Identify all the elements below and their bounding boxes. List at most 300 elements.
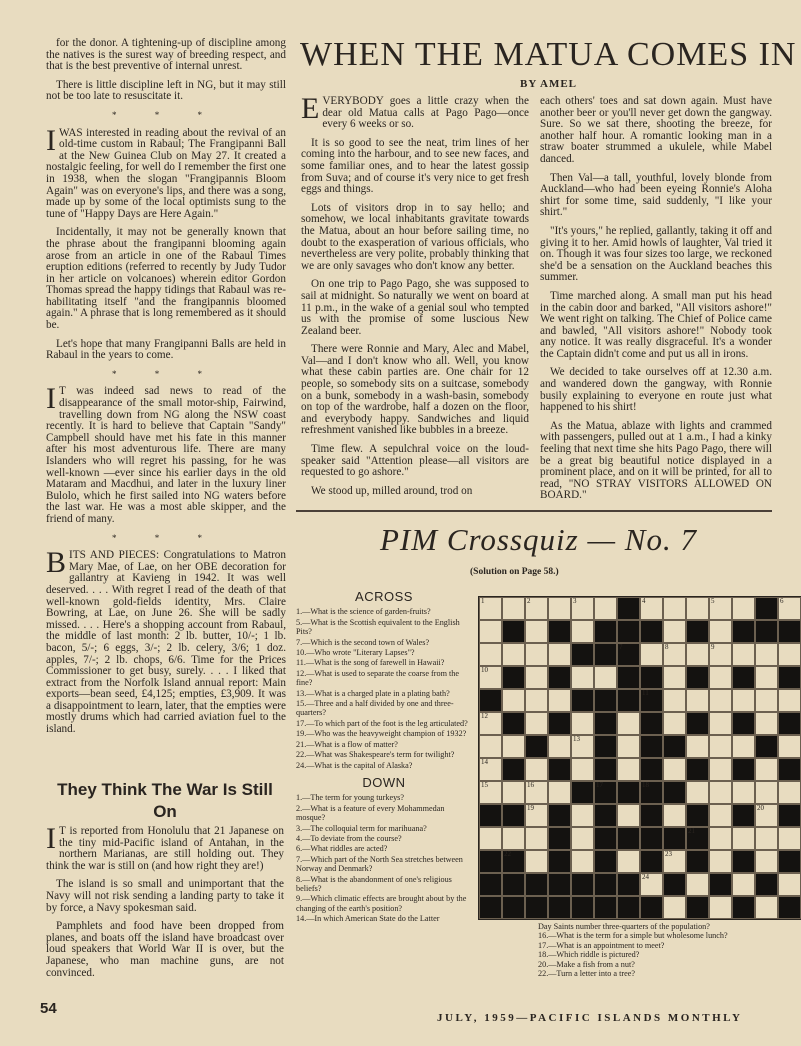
grid-block: [686, 620, 709, 643]
clue-number: 18: [642, 781, 649, 789]
grid-square: [571, 804, 594, 827]
paragraph: VERYBODY goes a little crazy when the dear old Matua calls at Pago Pago—once every 6 weeks or so.: [322, 95, 529, 131]
clue-number: 8: [665, 643, 669, 651]
grid-block: [732, 850, 755, 873]
grid-square: [732, 643, 755, 666]
grid-square: [732, 597, 755, 620]
clue-number: 6: [780, 597, 784, 605]
clue: 6.—What riddles are acted?: [296, 844, 388, 854]
grid-square: [479, 781, 502, 804]
grid-square: [755, 804, 778, 827]
clue: 15.—Three and a half divided by one and three-quarters?: [296, 699, 454, 718]
grid-block: [640, 850, 663, 873]
grid-square: [571, 712, 594, 735]
grid-square: [778, 597, 801, 620]
grid-square: [778, 781, 801, 804]
grid-square: [640, 597, 663, 620]
clue-number: 11: [642, 689, 649, 697]
grid-square: [502, 643, 525, 666]
clue-number: 1: [481, 597, 485, 605]
grid-square: [755, 827, 778, 850]
grid-square: [525, 850, 548, 873]
fairwind-section: [46, 382, 286, 525]
grid-square: [502, 597, 525, 620]
grid-square: [594, 597, 617, 620]
grid-square: [709, 758, 732, 781]
grid-square: [479, 597, 502, 620]
fairwind-text: [46, 382, 286, 525]
clue-number: 7: [619, 643, 623, 651]
grid-square: [732, 781, 755, 804]
grid-square: [778, 873, 801, 896]
grid-block: [617, 689, 640, 712]
grid-block: [479, 804, 502, 827]
drop-cap: I: [46, 382, 56, 416]
grid-square: [755, 643, 778, 666]
grid-block: [686, 896, 709, 919]
clue-number: 15: [481, 781, 488, 789]
grid-square: [479, 620, 502, 643]
clue: 7.—Which is the second town of Wales?: [296, 637, 430, 647]
paragraph: T is reported from Honolulu that 21 Japanese on the tiny mid-Pacific island of Antahan, in the northern Marianas, are still holding out. They think the war is still on (and how right they are!): [46, 825, 284, 872]
grid-square: [548, 643, 571, 666]
grid-square: [479, 827, 502, 850]
grid-block: [594, 896, 617, 919]
clue: 16.—What is the term for a simple but wholesome lunch?: [538, 931, 728, 941]
grid-block: [479, 896, 502, 919]
grid-square: [502, 689, 525, 712]
grid-block: [479, 689, 502, 712]
paragraph: Time marched along. A small man put his head in the cabin door and barked, "All visitors ashore!" We went right on talking. The Chief of Police came and bawled, "All visitors ashore!" Nobody took any notice. It was really disgraceful. It's a wonder the Captain didn't come and put us all in irons.: [540, 289, 772, 360]
grid-block: [548, 850, 571, 873]
grid-square: [709, 712, 732, 735]
clue: 17.—To which part of the foot is the leg articulated?: [296, 718, 468, 728]
grid-block: [617, 597, 640, 620]
clue-number: 5: [711, 597, 715, 605]
grid-block: [732, 620, 755, 643]
grid-square: [548, 597, 571, 620]
grid-block: [617, 827, 640, 850]
grid-block: [525, 896, 548, 919]
grid-square: [663, 620, 686, 643]
clue: Day Saints number three-quarters of the population?: [538, 922, 710, 931]
paragraph: It is so good to see the neat, trim lines of her coming into the harbour, and to see new faces, and some familiar ones, and to hear the latest gossip from Suva; and of course it's very nice to get fresh eggs and things.: [301, 136, 529, 196]
grid-square: [755, 781, 778, 804]
clue-number: 13: [573, 735, 580, 743]
grid-square: [686, 781, 709, 804]
grid-square: [755, 896, 778, 919]
clue: 22.—What was Shakespeare's term for twilight?: [296, 750, 455, 760]
grid-square: [502, 735, 525, 758]
grid-square: [709, 735, 732, 758]
clue-number: 23: [665, 850, 672, 858]
clue: 8.—What is the abandonment of one's religious beliefs?: [296, 874, 452, 893]
grid-block: [732, 804, 755, 827]
grid-square: [525, 597, 548, 620]
grid-square: [525, 666, 548, 689]
down-clue-list: [296, 793, 472, 923]
grid-block: [686, 712, 709, 735]
grid-square: [755, 689, 778, 712]
grid-square: [479, 735, 502, 758]
clue-number: 4: [642, 597, 646, 605]
matua-text-2: [540, 96, 772, 502]
matua-column-1: [301, 92, 529, 504]
grid-square: [617, 850, 640, 873]
paragraph: There is little discipline left in NG, but it may still not be too late to resuscitate it.: [46, 78, 286, 103]
grid-block: [594, 781, 617, 804]
crossquiz-clues: [296, 589, 472, 925]
paragraph: each others' toes and sat down again. Must have another beer or you'll never get down the gangway. Sure. So we sat there, shooting the breeze, for another half hour. A romantic looking man in a straw boater strummed a ukulele, while Mabel danced.: [540, 95, 772, 165]
grid-block: [548, 873, 571, 896]
grid-block: [548, 827, 571, 850]
grid-square: [755, 666, 778, 689]
grid-square: [709, 896, 732, 919]
article-byline: BY AMEL: [520, 78, 578, 90]
issue-line: JULY, 1959—PACIFIC ISLANDS MONTHLY: [437, 1012, 743, 1024]
down-clues-continued: [538, 922, 782, 978]
grid-square: [755, 850, 778, 873]
paragraph: ITS AND PIECES: Congratulations to Matron Mary Mae, of Lae, on her OBE decoration for gallantry at Kavieng in 1942. It was well deserved. . . . With regret I read of the death of that well-known gold-fields identity, Mrs. Claire Bowring, at Lae, on June 26. She will be sadly missed. . . . Here's a shopping account from Rabaul, the middle of last month: 2 lb. butter, 10/-; 1 lb. bacon, 5/-; 6 eggs, 3/-; 2 lb. celery, 3/6; 1 doz. apples, 7/-; 2 lb. chops, 6/6. Time for the Prices Commissioner to get busy, surely. . . . I liked that extract from the Norfolk Island annual report: Main exports—bean seed, £4,125; empties, £3,909. It was a disappointment to learn, later, that the empties were mostly drums which had carried aviation fuel to the island.: [46, 549, 286, 736]
grid-block: [594, 873, 617, 896]
grid-block: [502, 896, 525, 919]
grid-block: [640, 712, 663, 735]
war-story-text: [46, 822, 284, 979]
grid-block: [594, 758, 617, 781]
paragraph: As the Matua, ablaze with lights and crammed with passengers, pulled out at 1 a.m., I had a kinky feeling that next time she hits Pago Pago, there will be a great big beautiful notice displayed in a prominent place, and on it will be printed, for all to read, "NO STRAY VISITORS ALLOWED ON BOARD.": [540, 419, 772, 502]
grid-square: [709, 850, 732, 873]
grid-square: [778, 827, 801, 850]
clue-number: 2: [527, 597, 531, 605]
grid-square: [663, 643, 686, 666]
clue: 22.—Turn a letter into a tree?: [538, 969, 636, 979]
clue-number: 16: [527, 781, 534, 789]
grid-block: [686, 850, 709, 873]
grid-block: [594, 620, 617, 643]
paragraph: There were Ronnie and Mary, Alec and Mabel, Val—and I don't know who all. Well, you know what these cabin parties are. One chair for 12 people, so somebody sits on a suitcase, somebody on a bunk, somebody in a wash-basin, somebody on top of the wardrobe, half a dozen on the floor, and everybody happy. Sandwiches and liquid refreshment vanished like bubbles in a breeze.: [301, 343, 529, 437]
grid-block: [502, 712, 525, 735]
grid-block: [755, 873, 778, 896]
grid-block: [778, 712, 801, 735]
paragraph: T was indeed sad news to read of the disappearance of the small motor-ship, Fairwind, travelling down from NG along the NSW coast recently. It is hard to believe that Captain "Sandy" Campbell should have met his fate in this manner after his most adventurous life. There are many Islanders who will regret his passing, for he was well-known —ever since his earlier days in the old Mataram and Macdhui, and later in the luxury liner Bulolo, which he first sailed into NG waters before the last war. He was a most able skipper, and the friend of many.: [46, 385, 286, 525]
grid-block: [617, 666, 640, 689]
paragraph: We decided to take ourselves off at 12.30 a.m. and wandered down the gangway, with Ronnie busily explaining to everyone en route just what happened to his shirt!: [540, 366, 772, 414]
grid-square: [663, 666, 686, 689]
grid-block: [778, 758, 801, 781]
grid-square: [732, 735, 755, 758]
grid-block: [479, 850, 502, 873]
grid-square: [502, 827, 525, 850]
grid-square: [686, 689, 709, 712]
clue: 12.—What is used to separate the coarse from the fine?: [296, 668, 460, 688]
matua-text-1: [301, 92, 529, 497]
clue-number: 17: [596, 781, 603, 789]
clue: 17.—What is an appointment to meet?: [538, 940, 665, 950]
grid-block: [686, 804, 709, 827]
grid-square: [617, 735, 640, 758]
grid-square: [709, 597, 732, 620]
clue: 11.—What is the song of farewell in Hawaii?: [296, 658, 445, 668]
grid-square: [525, 781, 548, 804]
left-column: [46, 38, 286, 743]
grid-block: [617, 643, 640, 666]
paragraph: Lots of visitors drop in to say hello; and somehow, we local inhabitants gravitate towards the Matua, about an hour before sailing time, no doubt to the exasperation of various officials, who nevertheless are very polite, probably thinking that we are only savages who don't know any better.: [301, 201, 529, 272]
grid-block: [594, 689, 617, 712]
paragraph: Incidentally, it may not be generally known that the phrase about the frangipanni blooming again arose from an article in one of the Rabaul Times eruption editions (referred to recently by Judy Tudor in her article on volcanoes) wherein editor Gordon Thomas spread the happy tidings that Rabaul was re-habilitating itself "and the frangipannis bloomed again." A phrase that is long remembered as it should be.: [46, 226, 286, 332]
grid-square: [617, 712, 640, 735]
across-clue-list: [296, 607, 472, 770]
grid-block: [594, 804, 617, 827]
clue: 1.—The term for young turkeys?: [296, 793, 405, 803]
grid-block: [709, 873, 732, 896]
grid-block: [571, 896, 594, 919]
down-clue-list-continued: [538, 922, 782, 978]
grid-block: [732, 758, 755, 781]
grid-square: [525, 804, 548, 827]
grid-square: [548, 735, 571, 758]
grid-square: [479, 666, 502, 689]
drop-cap: I: [46, 123, 56, 157]
grid-block: [640, 689, 663, 712]
grid-square: [686, 643, 709, 666]
clue: 5.—What is the Scottish equivalent to the English Pits?: [296, 617, 460, 637]
grid-square: [525, 689, 548, 712]
grid-square: [732, 689, 755, 712]
grid-block: [571, 781, 594, 804]
paragraph: Let's hope that many Frangipanni Balls are held in Rabaul in the years to come.: [46, 337, 286, 362]
clue: 13.—What is a charged plate in a plating bath?: [296, 688, 450, 698]
grid-square: [548, 689, 571, 712]
grid-block: [778, 666, 801, 689]
grid-square: [571, 827, 594, 850]
grid-block: [502, 620, 525, 643]
grid-block: [755, 597, 778, 620]
across-heading: ACROSS: [355, 589, 413, 604]
grid-block: [732, 666, 755, 689]
grid-block: [502, 850, 525, 873]
matua-column-2: [540, 96, 772, 509]
grid-square: [778, 643, 801, 666]
drop-cap: E: [301, 92, 320, 125]
grid-block: [732, 712, 755, 735]
clue-number: 19: [527, 804, 534, 812]
grid-square: [709, 689, 732, 712]
clue: 3.—The colloquial term for marihuana?: [296, 823, 427, 833]
grid-square: [686, 873, 709, 896]
grid-square: [571, 620, 594, 643]
previous-article-end: [46, 38, 286, 103]
grid-block: [571, 643, 594, 666]
article-headline: WHEN THE MATUA COMES IN: [300, 36, 797, 73]
section-divider-stars: * * *: [112, 532, 220, 543]
grid-square: [548, 781, 571, 804]
grid-square: [686, 735, 709, 758]
grid-square: [778, 689, 801, 712]
grid-block: [571, 689, 594, 712]
paragraph: Pamphlets and food have been dropped from planes, and boats off the island have broadcast over loud speakers that World War II is over, but the Japanese, who man machine guns, are not convinced.: [46, 920, 284, 979]
solution-note: (Solution on Page 58.): [470, 567, 559, 577]
paragraph: "It's yours," he replied, gallantly, taking it off and giving it to her. Amid howls of laughter, Val tried it on. Though it was four sizes too large, we reckoned she'd be a sensation on the Auckland beaches this summer.: [540, 224, 772, 284]
grid-block: [640, 896, 663, 919]
grid-block: [640, 804, 663, 827]
clue: 19.—Who was the heavyweight champion of 1932?: [296, 729, 467, 739]
grid-block: [778, 620, 801, 643]
crossword-grid: [478, 596, 801, 920]
grid-block: [686, 827, 709, 850]
grid-square: [755, 758, 778, 781]
grid-square: [709, 804, 732, 827]
grid-block: [594, 712, 617, 735]
grid-square: [571, 597, 594, 620]
crossquiz-title: PIM Crossquiz — No. 7: [380, 522, 697, 557]
grid-block: [594, 643, 617, 666]
paragraph: Time flew. A sepulchral voice on the loud-speaker said "Attention please—all visitors are requested to go ashore.": [301, 443, 529, 479]
section-divider-stars: * * *: [112, 109, 220, 120]
grid-block: [502, 804, 525, 827]
bits-section: [46, 546, 286, 736]
down-heading: DOWN: [362, 774, 406, 790]
grid-block: [778, 850, 801, 873]
grid-square: [709, 827, 732, 850]
grid-block: [686, 666, 709, 689]
grid-block: [617, 896, 640, 919]
frangipanni-section: [46, 123, 286, 362]
grid-square: [732, 827, 755, 850]
grid-block: [663, 827, 686, 850]
grid-square: [755, 712, 778, 735]
grid-block: [617, 781, 640, 804]
grid-square: [709, 781, 732, 804]
grid-square: [640, 643, 663, 666]
clue: 1.—What is the science of garden-fruits?: [296, 607, 431, 617]
bits-and-pieces-text: [46, 546, 286, 736]
grid-square: [617, 804, 640, 827]
grid-block: [548, 712, 571, 735]
grid-block: [502, 666, 525, 689]
grid-block: [640, 620, 663, 643]
grid-square: [502, 781, 525, 804]
grid-block: [525, 873, 548, 896]
grid-block: [778, 804, 801, 827]
grid-block: [525, 735, 548, 758]
grid-square: [617, 758, 640, 781]
grid-square: [525, 620, 548, 643]
clue: 18.—Which riddle is pictured?: [538, 950, 640, 960]
grid-block: [617, 873, 640, 896]
frangipanni-text: [46, 123, 286, 362]
grid-square: [663, 896, 686, 919]
clue-number: 14: [481, 758, 488, 766]
grid-square: [709, 643, 732, 666]
grid-square: [778, 735, 801, 758]
grid-square: [663, 712, 686, 735]
grid-block: [755, 620, 778, 643]
grid-block: [640, 758, 663, 781]
grid-block: [548, 666, 571, 689]
grid-block: [663, 735, 686, 758]
grid-square: [479, 712, 502, 735]
clue-number: 3: [573, 597, 577, 605]
clue-number: 24: [642, 873, 649, 881]
clue-number: 9: [711, 643, 715, 651]
grid-square: [709, 666, 732, 689]
grid-square: [571, 758, 594, 781]
page-number: 54: [40, 1000, 57, 1017]
grid-square: [732, 873, 755, 896]
grid-block: [502, 873, 525, 896]
grid-block: [732, 896, 755, 919]
grid-block: [663, 873, 686, 896]
war-story-headline: They Think The War Is Still On: [57, 780, 273, 821]
grid-square: [525, 643, 548, 666]
section-rule: [296, 510, 772, 512]
grid-square: [686, 597, 709, 620]
clue: 24.—What is the capital of Alaska?: [296, 760, 413, 770]
clue-number: 22: [504, 850, 511, 858]
clue: 14.—In which American State do the Latter: [296, 914, 440, 924]
grid-block: [640, 666, 663, 689]
grid-square: [594, 666, 617, 689]
grid-block: [479, 873, 502, 896]
clue-number: 21: [688, 827, 695, 835]
grid-block: [755, 735, 778, 758]
clue: 4.—To deviate from the course?: [296, 833, 402, 843]
grid-block: [502, 758, 525, 781]
clue: 20.—Make a fish from a nut?: [538, 959, 635, 969]
paragraph: Then Val—a tall, youthful, lovely blonde from Auckland—who had been eyeing Ronnie's Aloha shirt for some time, said suddenly, "I like your shirt.": [540, 171, 772, 219]
grid-block: [640, 827, 663, 850]
drop-cap: B: [46, 546, 67, 580]
grid-block: [640, 781, 663, 804]
grid-square: [663, 689, 686, 712]
paragraph: WAS interested in reading about the revival of an old-time custom in Rabaul; The Frangipanni Ball at the New Guinea Club on May 27. It created a nostalgic feeling, for well do I remember the first one in 1938, when the slogan "Frangipannis Bloom Again" was on everyone's lips, and there was a song, made up by some of the local optimists sung to the tune of "Happy Days are Here Again.": [46, 126, 286, 220]
grid-square: [479, 758, 502, 781]
grid-block: [617, 620, 640, 643]
paragraph: On one trip to Pago Pago, she was supposed to sail at midnight. So naturally we went on board at 11 p.m., in the wake of a genial soul who tempted us with the promise of some luscious New Zealand beer.: [301, 278, 529, 337]
clue-number: 20: [757, 804, 764, 812]
grid-square: [640, 873, 663, 896]
clue: 2.—What is a feature of every Mohammedan mosque?: [296, 803, 445, 823]
clue: 9.—Which climatic effects are brought about by the changing of the earth's position?: [296, 894, 467, 913]
clue: 21.—What is a flow of matter?: [296, 739, 398, 749]
grid-square: [525, 712, 548, 735]
clue-number: 12: [481, 712, 488, 720]
grid-block: [548, 804, 571, 827]
grid-square: [709, 620, 732, 643]
grid-square: [571, 666, 594, 689]
paragraph: We stood up, milled around, trod on: [311, 484, 473, 497]
grid-block: [571, 873, 594, 896]
grid-block: [594, 735, 617, 758]
grid-block: [548, 896, 571, 919]
clue-number: 10: [481, 666, 488, 674]
paragraph: The island is so small and unimportant that the Navy will not risk sending a landing party to take it by force, a Navy spokesman said.: [46, 878, 284, 914]
grid-block: [640, 735, 663, 758]
grid-square: [571, 850, 594, 873]
grid-block: [686, 758, 709, 781]
grid-square: [663, 758, 686, 781]
grid-block: [548, 758, 571, 781]
grid-square: [479, 643, 502, 666]
grid-square: [663, 597, 686, 620]
grid-block: [778, 896, 801, 919]
war-story-column: [46, 822, 284, 986]
grid-square: [663, 804, 686, 827]
grid-block: [594, 827, 617, 850]
grid-block: [594, 850, 617, 873]
drop-cap: I: [46, 822, 56, 855]
grid-square: [525, 758, 548, 781]
